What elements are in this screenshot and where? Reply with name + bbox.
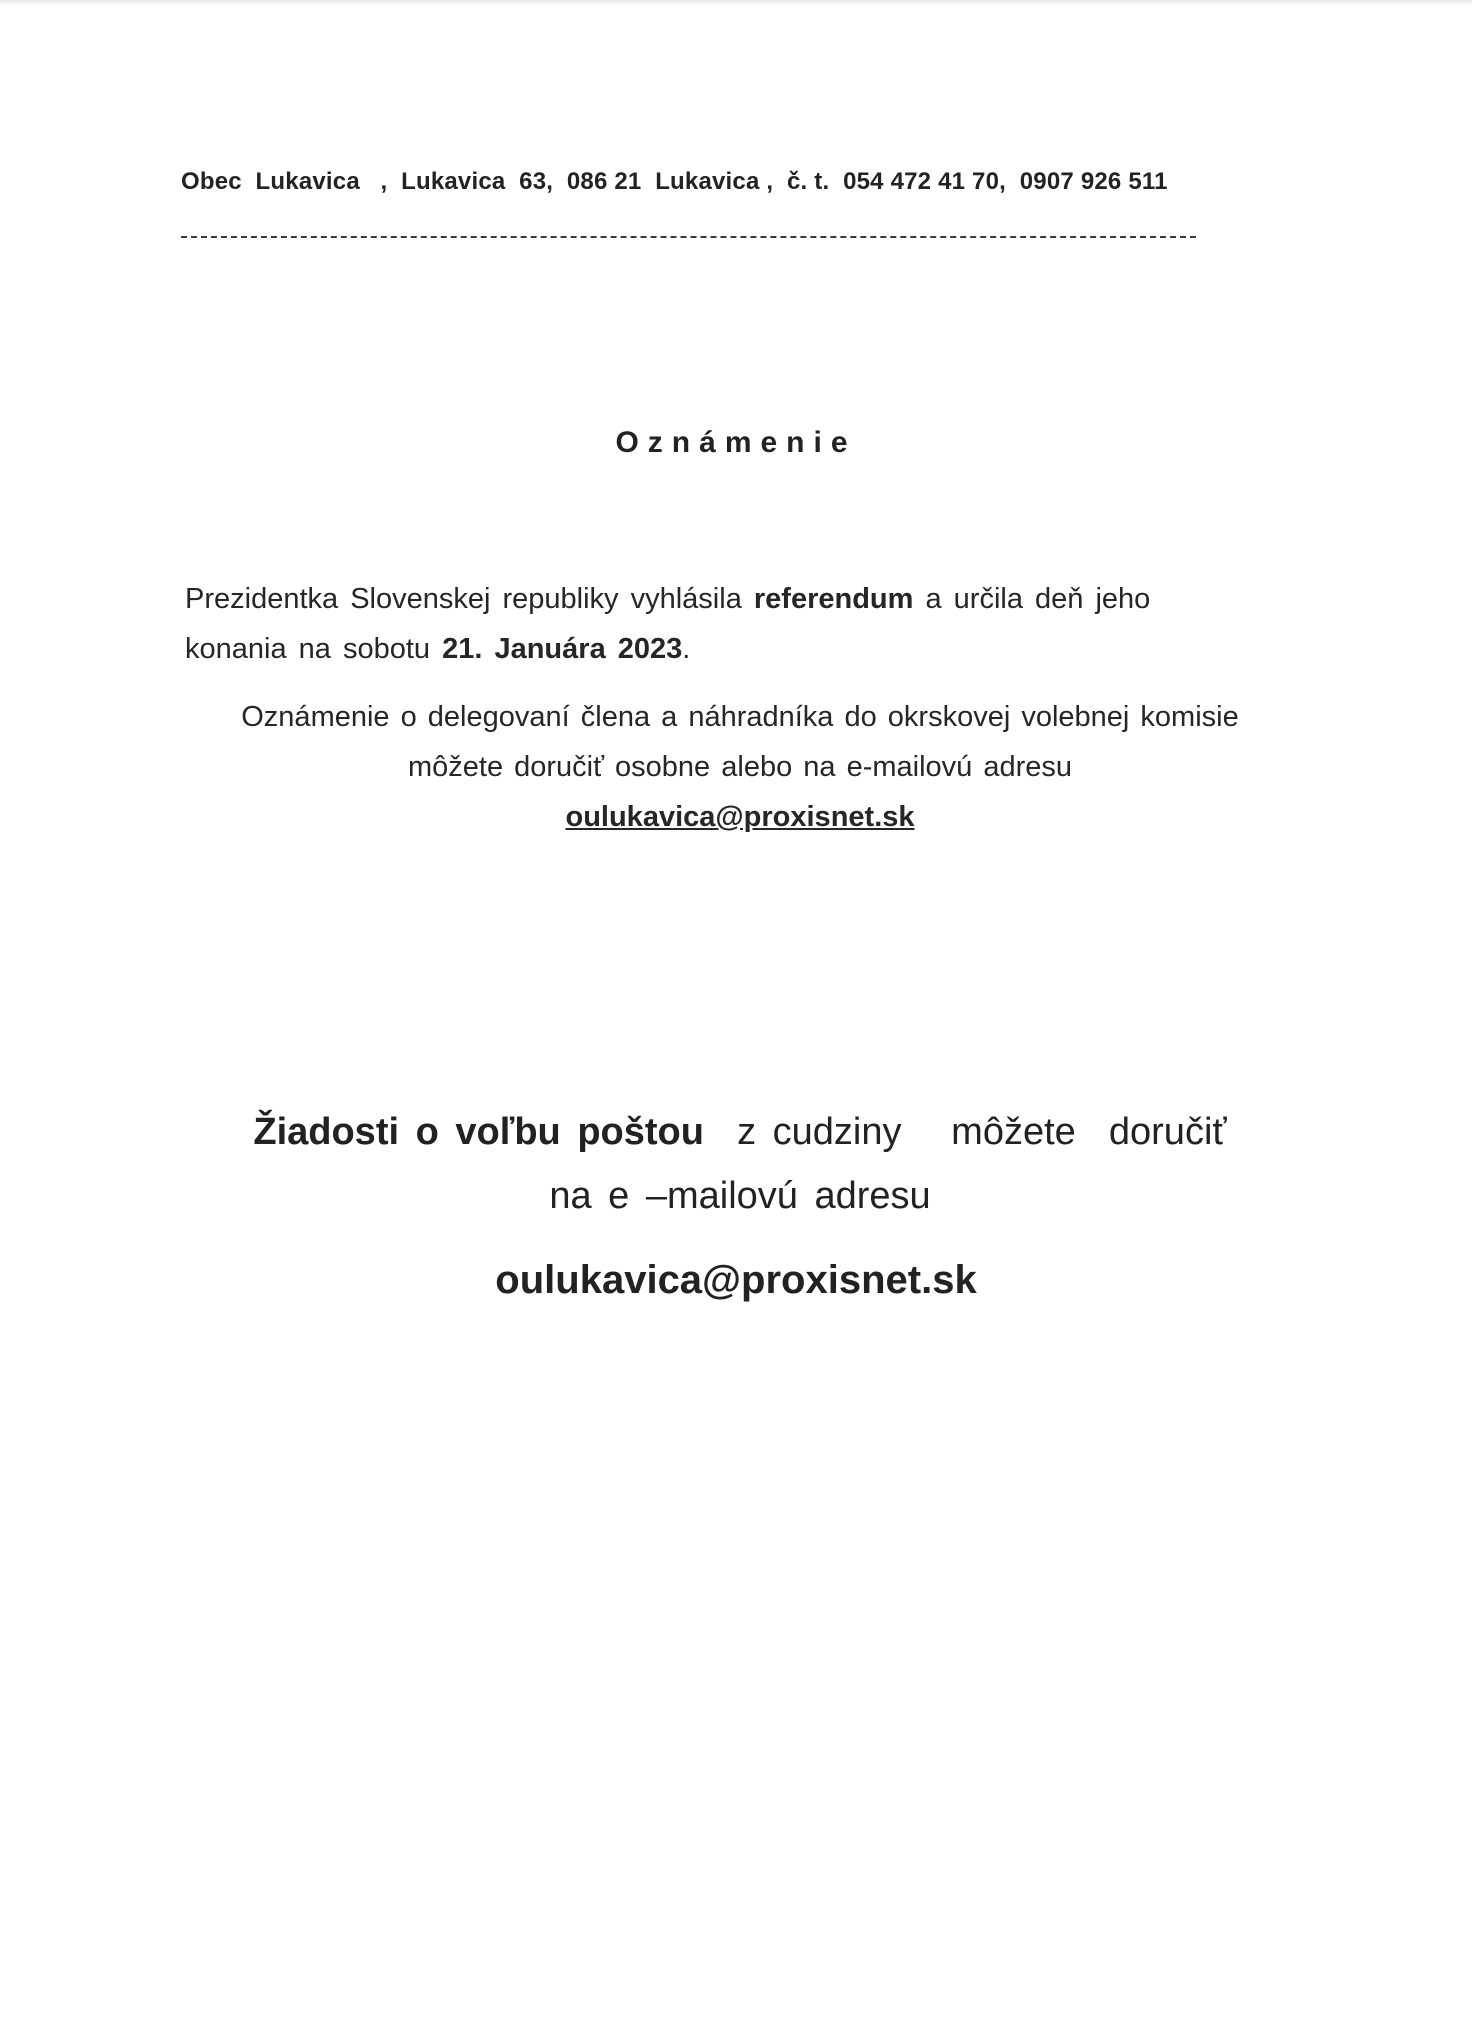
postal-vote-line-1 [190, 1100, 1290, 1164]
postal-vote-rest: z cudziny môžete doručiť [703, 1111, 1227, 1153]
postal-vote-bold: Žiadosti o voľbu poštou [253, 1111, 704, 1153]
header-divider [181, 236, 1196, 238]
announcement-text-1: Prezidentka Slovenskej republiky vyhlásila [185, 583, 754, 615]
announcement-date: 21. Januára 2023 [442, 633, 683, 665]
announcement-referendum: referendum [753, 583, 914, 615]
letterhead: Obec Lukavica , Lukavica 63, 086 21 Lukavica , č. t. 054 472 41 70, 0907 926 511 [181, 168, 1168, 195]
referendum-announcement [185, 574, 1235, 674]
delegation-line-2: môžete doručiť osobne alebo na e-mailovú adresu [407, 751, 1073, 783]
delegation-email-link[interactable]: oulukavica@proxisnet.sk [565, 801, 915, 833]
announcement-text-2: a určila deň jeho konania na sobotu [185, 583, 1151, 665]
postal-vote-line-2: na e –mailovú adresu [549, 1175, 931, 1217]
delegation-line-1: Oznámenie o delegovaní člena a náhradníka do okrskovej volebnej komisie [241, 701, 1239, 733]
scan-edge-shadow [0, 0, 1472, 6]
announcement-text-3: . [682, 633, 691, 665]
postal-vote-notice [190, 1100, 1290, 1228]
postal-vote-email[interactable]: oulukavica@proxisnet.sk [495, 1258, 977, 1302]
delegation-paragraph [185, 692, 1295, 842]
document-title: Oznámenie [615, 426, 857, 459]
